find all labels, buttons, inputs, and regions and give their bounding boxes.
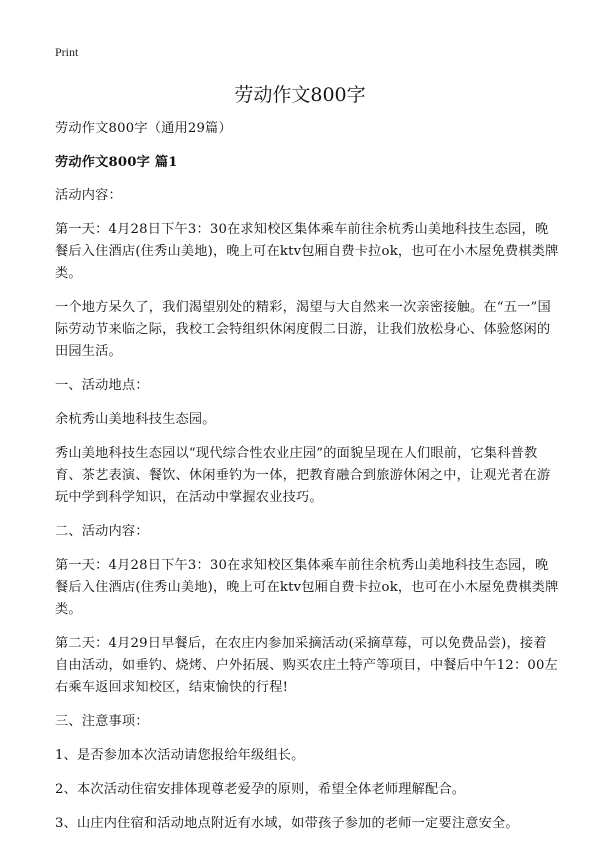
- paragraph-day-one: 第一天：4月28日下午3：30在求知校区集体乘车前往余杭秀山美地科技生态园，晚餐后入住酒店(住秀山美地)，晚上可在ktv包厢自费卡拉ok，也可在小木屋免费棋类牌类。: [55, 222, 559, 281]
- paragraph-intro: 一个地方呆久了，我们渴望别处的精彩，渴望与大自然来一次亲密接触。在“五一”国际劳动节来临之际，我校工会特组织休闲度假二日游，让我们放松身心、体验悠闲的田园生活。: [55, 300, 551, 359]
- article-body: [55, 118, 560, 847]
- paragraph-note-3: 3、山庄内住宿和活动地点附近有水域，如带孩子参加的老师一定要注意安全。: [55, 816, 519, 831]
- paragraph-location: 余杭秀山美地科技生态园。: [55, 412, 216, 427]
- article-subtitle: 劳动作文800字（通用29篇）: [55, 121, 232, 136]
- paragraph-location-heading: 一、活动地点：: [55, 378, 149, 393]
- paragraph-notes-heading: 三、注意事项：: [55, 714, 149, 729]
- paragraph-activity-content-label: 活动内容：: [55, 188, 122, 203]
- print-link[interactable]: Print: [55, 45, 79, 59]
- paragraph-day-two: 第二天：4月29日早餐后，在农庄内参加采摘活动(采摘草莓，可以免费品尝)，接着自由活动，如垂钓、烧烤、户外拓展、购买农庄土特产等项目，中餐后中午12：00左右乘车返回求知校区，结束愉快的行程!: [55, 636, 558, 695]
- page-title: 劳动作文800字: [234, 84, 366, 106]
- paragraph-day-one-repeat: 第一天：4月28日下午3：30在求知校区集体乘车前往余杭秀山美地科技生态园，晚餐后入住酒店(住秀山美地)，晚上可在ktv包厢自费卡拉ok，也可在小木屋免费棋类牌类。: [55, 558, 559, 617]
- paragraph-note-1: 1、是否参加本次活动请您报给年级组长。: [55, 748, 305, 763]
- paragraph-note-2: 2、本次活动住宿安排体现尊老爱孕的原则，希望全体老师理解配合。: [55, 782, 466, 797]
- paragraph-location-description: 秀山美地科技生态园以“现代综合性农业庄园”的面貌呈现在人们眼前，它集科普教育、茶艺表演、餐饮、休闲垂钓为一体，把教育融合到旅游休闲之中，让观光者在游玩中学到科学知识，在活动中掌握农业技巧。: [55, 446, 551, 505]
- section-heading: 劳动作文800字 篇1: [55, 155, 178, 170]
- paragraph-content-heading: 二、活动内容：: [55, 524, 149, 539]
